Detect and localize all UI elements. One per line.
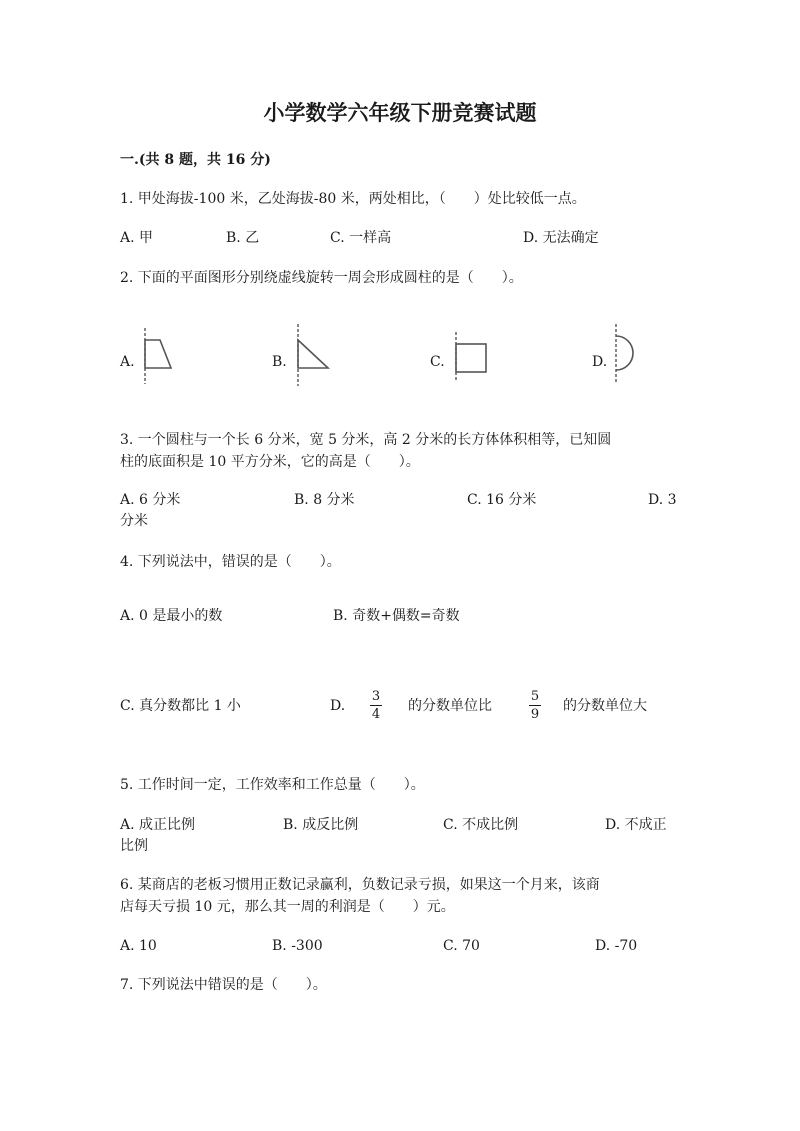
- q4-option-d-text-2: 的分数单位大: [563, 698, 647, 714]
- question-6-line-1: 6. 某商店的老板习惯用正数记录赢利，负数记录亏损，如果这一个月来，该商: [120, 877, 600, 893]
- question-2: 2. 下面的平面图形分别绕虚线旋转一周会形成圆柱的是（ ）。: [120, 270, 523, 286]
- q3-option-d-wrap: 分米: [120, 513, 148, 529]
- fraction-five-ninths: [527, 689, 543, 722]
- q1-option-a[interactable]: A. 甲: [120, 230, 154, 246]
- page-title: 小学数学六年级下册竞赛试题: [263, 100, 537, 125]
- q2-option-c[interactable]: C.: [430, 354, 445, 370]
- fraction-denominator: 4: [371, 707, 381, 722]
- q6-option-c[interactable]: C. 70: [443, 938, 480, 954]
- semicircle-figure: [606, 322, 642, 384]
- q3-option-a[interactable]: A. 6 分米: [120, 492, 181, 508]
- section-heading: 一.(共 8 题，共 16 分): [120, 152, 271, 168]
- q3-option-d[interactable]: D. 3: [648, 492, 677, 508]
- q5-option-d-wrap: 比例: [120, 838, 148, 854]
- fraction-numerator: 5: [530, 689, 540, 704]
- q5-option-a[interactable]: A. 成正比例: [120, 817, 196, 833]
- q4-option-a[interactable]: A. 0 是最小的数: [120, 608, 223, 624]
- question-7: 7. 下列说法中错误的是（ ）。: [120, 977, 327, 993]
- q6-option-b[interactable]: B. -300: [272, 938, 323, 954]
- q3-option-b[interactable]: B. 8 分米: [294, 492, 355, 508]
- fraction-three-quarters: [368, 689, 384, 722]
- q1-option-d[interactable]: D. 无法确定: [523, 230, 599, 246]
- q2-option-d[interactable]: D.: [592, 354, 608, 370]
- q4-option-d-text-1: 的分数单位比: [408, 698, 492, 714]
- fraction-numerator: 3: [371, 689, 381, 704]
- q1-option-c[interactable]: C. 一样高: [330, 230, 392, 246]
- q6-option-a[interactable]: A. 10: [120, 938, 157, 954]
- question-4: 4. 下列说法中，错误的是（ ）。: [120, 554, 341, 570]
- question-5: 5. 工作时间一定，工作效率和工作总量（ ）。: [120, 777, 425, 793]
- q1-option-b[interactable]: B. 乙: [226, 230, 260, 246]
- question-3-line-1: 3. 一个圆柱与一个长 6 分米，宽 5 分米，高 2 分米的长方体体积相等，已知圆: [120, 432, 612, 448]
- rectangle-figure: [448, 330, 492, 384]
- question-1: 1. 甲处海拔-100 米，乙处海拔-80 米，两处相比，（ ）处比较低一点。: [120, 191, 586, 207]
- q4-option-b[interactable]: B. 奇数+偶数=奇数: [333, 608, 460, 624]
- triangle-figure: [290, 322, 334, 388]
- q5-option-b[interactable]: B. 成反比例: [283, 817, 359, 833]
- question-3-line-2: 柱的底面积是 10 平方分米，它的高是（ ）。: [120, 454, 420, 470]
- q2-option-a[interactable]: A.: [120, 354, 135, 370]
- question-6-line-2: 店每天亏损 10 元，那么其一周的利润是（ ）元。: [120, 899, 455, 915]
- q6-option-d[interactable]: D. -70: [595, 938, 638, 954]
- q4-option-c[interactable]: C. 真分数都比 1 小: [120, 698, 241, 714]
- q5-option-c[interactable]: C. 不成比例: [443, 817, 519, 833]
- q5-option-d[interactable]: D. 不成正: [605, 817, 667, 833]
- q4-option-d[interactable]: D.: [330, 698, 346, 714]
- trapezoid-figure: [138, 326, 178, 386]
- fraction-denominator: 9: [530, 707, 540, 722]
- q3-option-c[interactable]: C. 16 分米: [467, 492, 537, 508]
- q2-option-b[interactable]: B.: [272, 354, 287, 370]
